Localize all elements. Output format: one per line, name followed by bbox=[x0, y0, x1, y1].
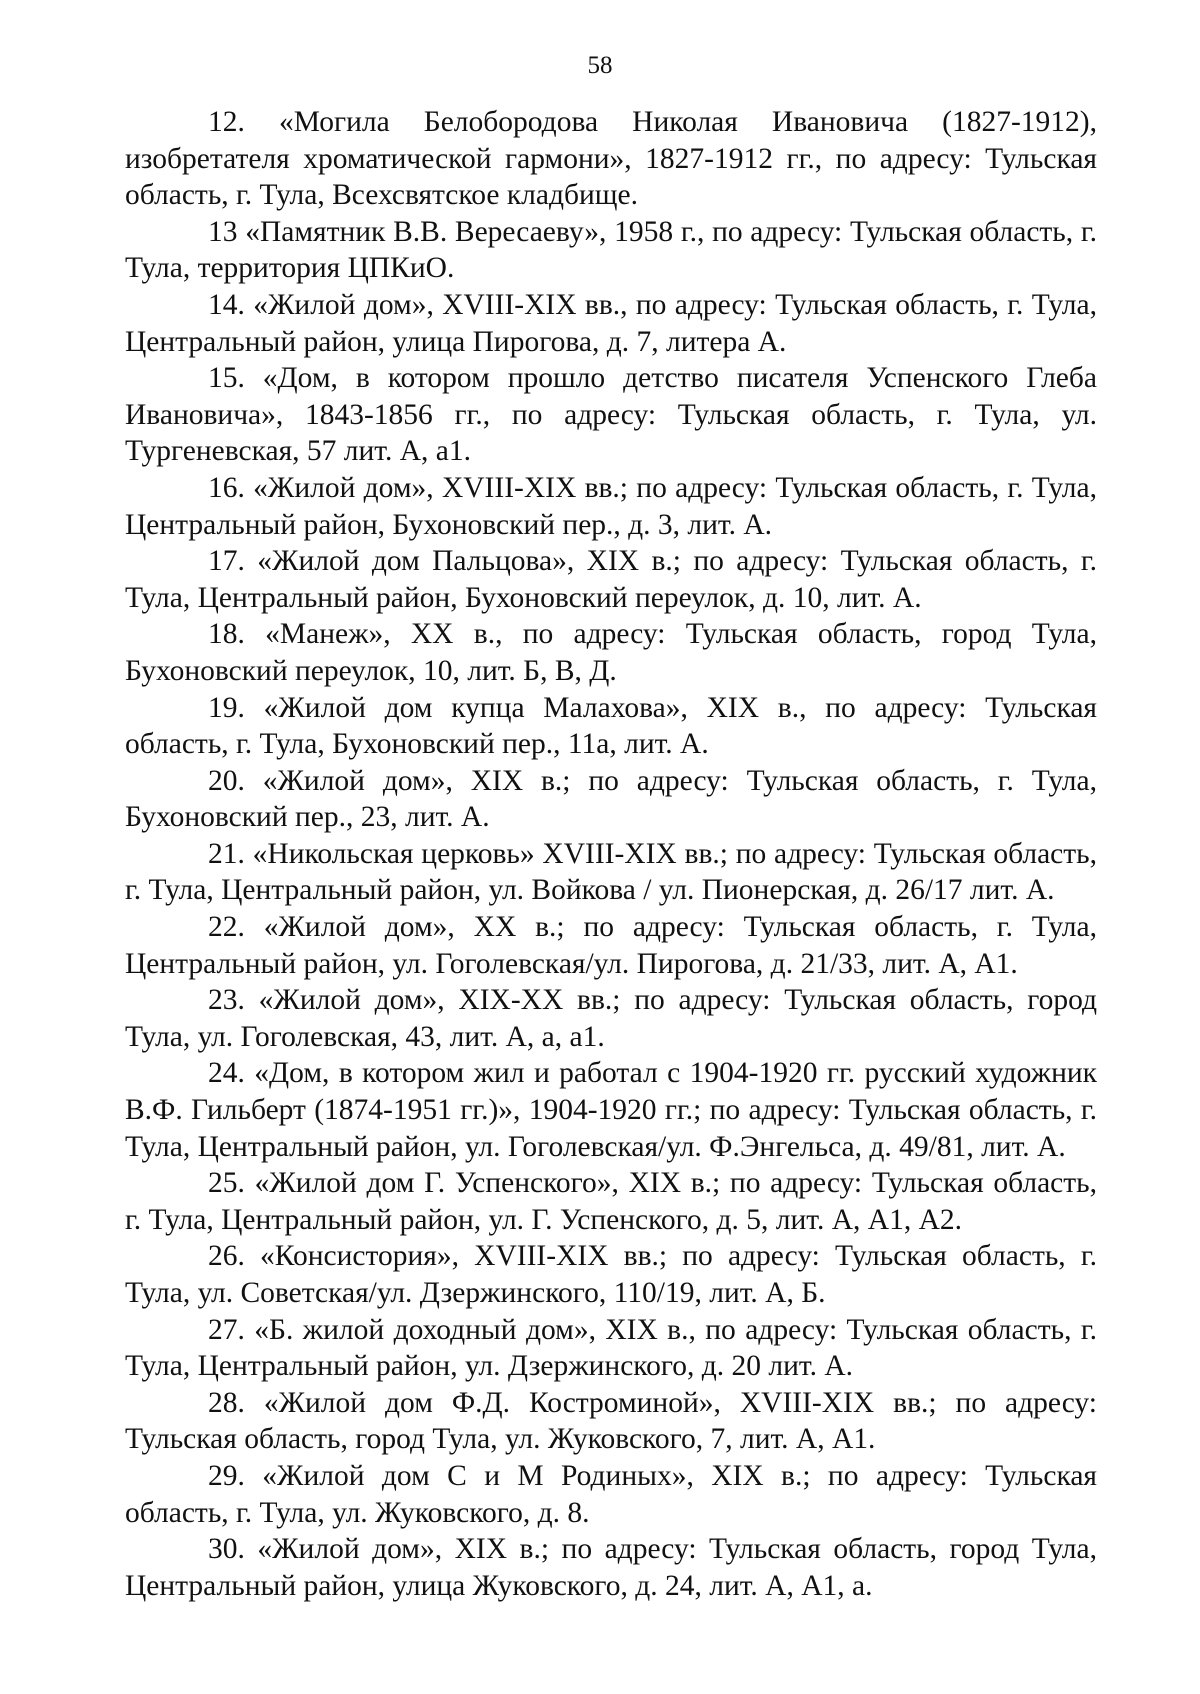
list-item: 12. «Могила Белобородова Николая Ивановича (1827-1912), изобретателя хроматической гармони», 1827-1912 гг., по адресу: Тульская область, г. Тула, Всехсвятское кладбище. bbox=[125, 106, 1097, 212]
list-item: 30. «Жилой дом», XIX в.; по адресу: Тульская область, город Тула, Центральный район, улица Жуковского, д. 24, лит. А, А1, а. bbox=[125, 1533, 1097, 1602]
list-item: 22. «Жилой дом», XX в.; по адресу: Тульская область, г. Тула, Центральный район, ул. Гоголевская/ул. Пирогова, д. 21/33, лит. А, А1. bbox=[125, 911, 1097, 980]
list-item: 15. «Дом, в котором прошло детство писателя Успенского Глеба Ивановича», 1843-1856 гг., по адресу: Тульская область, г. Тула, ул. Тургеневская, 57 лит. А, а1. bbox=[125, 362, 1097, 468]
list-item: 18. «Манеж», XX в., по адресу: Тульская область, город Тула, Бухоновский переулок, 10, лит. Б, В, Д. bbox=[125, 618, 1097, 687]
list-item: 14. «Жилой дом», XVIII-XIX вв., по адресу: Тульская область, г. Тула, Центральный район, улица Пирогова, д. 7, литера А. bbox=[125, 288, 1097, 358]
page-number: 58 bbox=[587, 52, 613, 79]
entry-list bbox=[125, 104, 1097, 1604]
list-item: 27. «Б. жилой доходный дом», XIX в., по адресу: Тульская область, г. Тула, Центральный район, ул. Дзержинского, д. 20 лит. А. bbox=[125, 1313, 1097, 1383]
list-item: 23. «Жилой дом», XIX-XX вв.; по адресу: Тульская область, город Тула, ул. Гоголевская, 43, лит. А, а, а1. bbox=[125, 984, 1097, 1053]
list-item: 17. «Жилой дом Пальцова», XIX в.; по адресу: Тульская область, г. Тула, Центральный район, Бухоновский переулок, д. 10, лит. А. bbox=[125, 545, 1097, 614]
list-item: 28. «Жилой дом Ф.Д. Костроминой», XVIII-XIX вв.; по адресу: Тульская область, город Тула, ул. Жуковского, 7, лит. А, А1. bbox=[125, 1386, 1097, 1456]
list-item: 16. «Жилой дом», XVIII-XIX вв.; по адресу: Тульская область, г. Тула, Центральный район, Бухоновский пер., д. 3, лит. А. bbox=[125, 471, 1097, 541]
list-item: 29. «Жилой дом С и М Родиных», XIX в.; по адресу: Тульская область, г. Тула, ул. Жуковского, д. 8. bbox=[125, 1459, 1097, 1529]
list-item: 26. «Консистория», XVIII-XIX вв.; по адресу: Тульская область, г. Тула, ул. Советская/ул. Дзержинского, 110/19, лит. А, Б. bbox=[125, 1240, 1097, 1309]
list-item: 21. «Никольская церковь» XVIII-XIX вв.; по адресу: Тульская область, г. Тула, Центральный район, ул. Войкова / ул. Пионерская, д. 26/17 лит. А. bbox=[125, 837, 1097, 907]
list-item: 13 «Памятник В.В. Вересаеву», 1958 г., по адресу: Тульская область, г. Тула, территория ЦПКиО. bbox=[125, 215, 1097, 285]
list-item: 20. «Жилой дом», XIX в.; по адресу: Тульская область, г. Тула, Бухоновский пер., 23, лит. А. bbox=[125, 764, 1097, 834]
list-item: 19. «Жилой дом купца Малахова», XIX в., по адресу: Тульская область, г. Тула, Бухоновский пер., 11а, лит. А. bbox=[125, 691, 1097, 761]
list-item: 25. «Жилой дом Г. Успенского», XIX в.; по адресу: Тульская область, г. Тула, Центральный район, ул. Г. Успенского, д. 5, лит. А, А1, А2. bbox=[125, 1167, 1097, 1236]
list-item: 24. «Дом, в котором жил и работал с 1904-1920 гг. русский художник В.Ф. Гильберт (1874-1951 гг.)», 1904-1920 гг.; по адресу: Тульская область, г. Тула, Центральный район, ул. Гоголевская/ул. Ф.Энгельса, д. 49/81, лит. А. bbox=[125, 1057, 1097, 1163]
